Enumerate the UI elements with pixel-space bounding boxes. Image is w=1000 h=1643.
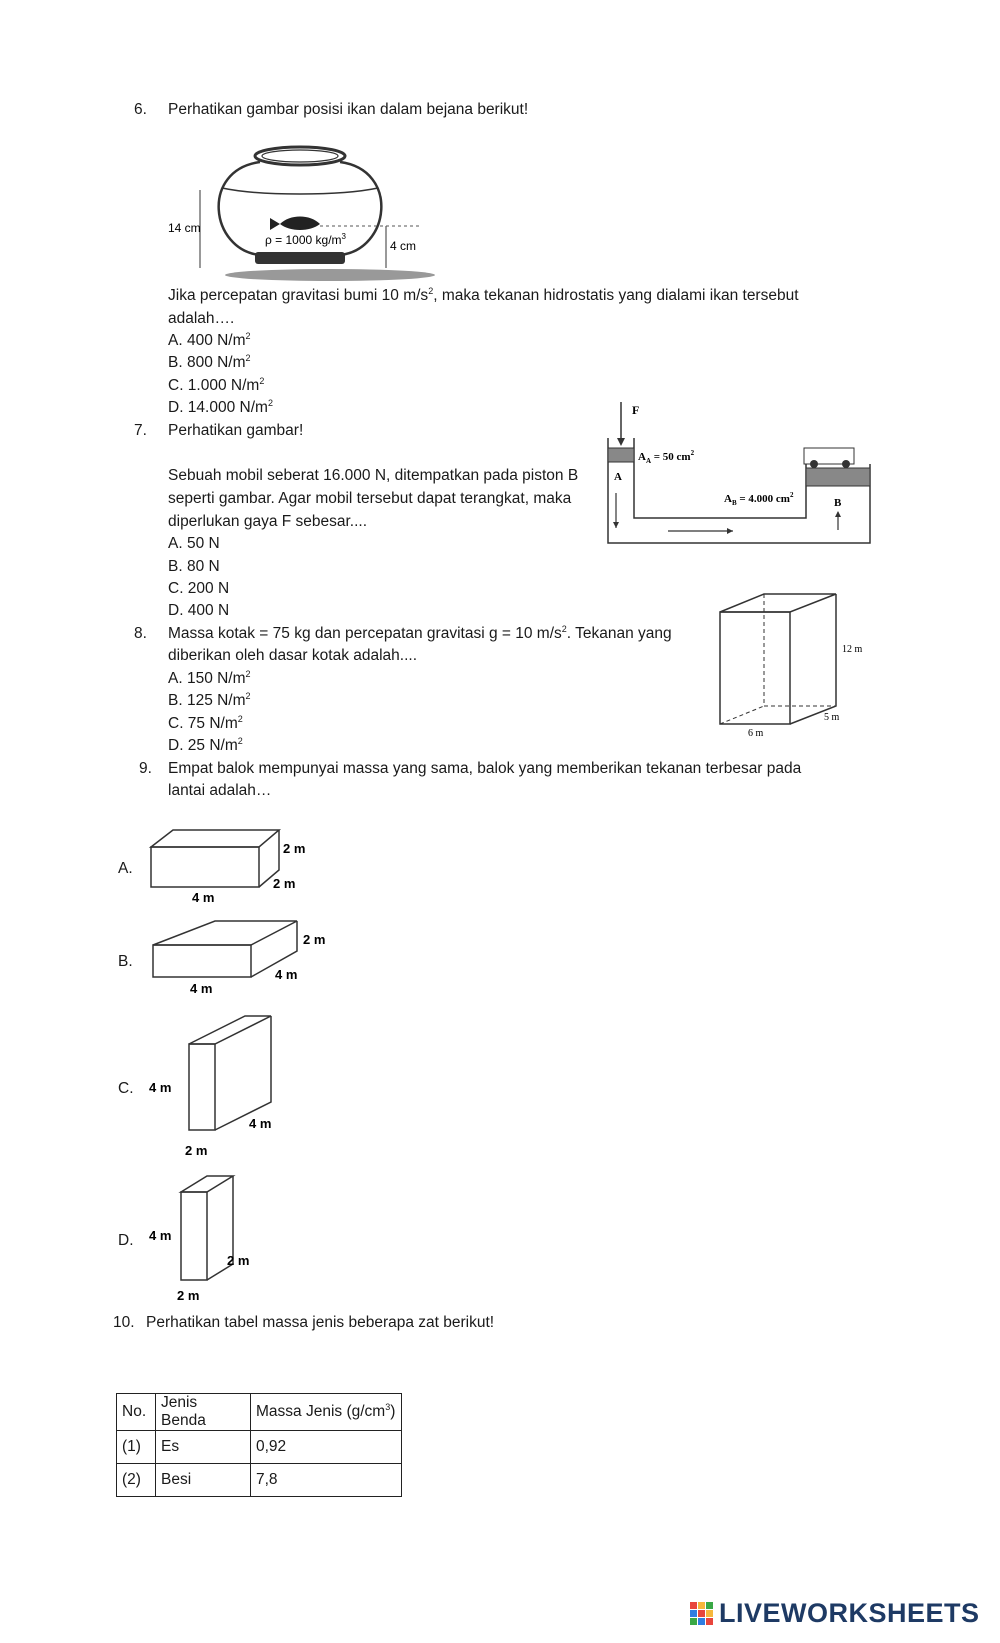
block-d-label: D. bbox=[118, 1232, 134, 1249]
header-massa-jenis: Massa Jenis $(g/cm^3)$ bbox=[251, 1394, 402, 1431]
block-a-depth: 2 m bbox=[273, 876, 296, 891]
q8-line-2: diberikan oleh dasar kotak adalah.... bbox=[168, 647, 418, 664]
box-height-label: 12 m bbox=[842, 644, 863, 655]
block-b-figure bbox=[145, 915, 335, 1000]
q7-option-a: A. 50 N bbox=[168, 535, 220, 552]
cell-massa: 7,8 bbox=[251, 1464, 402, 1497]
table-row bbox=[117, 1431, 402, 1464]
q8-line-1: Massa kotak = 75 kg dan percepatan gravitasi g = 10 $m/s^2$. Tekanan yang bbox=[168, 623, 672, 642]
cell-no: (1) bbox=[117, 1431, 156, 1464]
block-a-figure bbox=[145, 825, 325, 910]
q7-option-b: B. 80 N bbox=[168, 558, 220, 575]
force-label: F bbox=[632, 403, 640, 417]
q7-title: Perhatikan gambar! bbox=[168, 422, 304, 439]
q9-line-2: lantai adalah… bbox=[168, 782, 272, 799]
q9-number: 9. bbox=[139, 760, 152, 777]
q7-option-d: D. 400 N bbox=[168, 602, 230, 619]
block-c-width: 2 m bbox=[185, 1143, 208, 1158]
block-b-length: 4 m bbox=[190, 981, 213, 996]
piston-a-label: A bbox=[614, 471, 622, 483]
cell-jenis: Es bbox=[156, 1431, 251, 1464]
block-b-label: B. bbox=[118, 953, 133, 970]
box-depth-label: 5 m bbox=[824, 712, 840, 723]
block-a-label: A. bbox=[118, 860, 133, 877]
q6-title: Perhatikan gambar posisi ikan dalam bejana berikut! bbox=[168, 101, 529, 118]
q6-question: Jika percepatan gravitasi bumi 10 $m/s^2$, maka tekanan hidrostatis yang dialami ikan tersebut bbox=[168, 285, 799, 304]
block-b-height: 2 m bbox=[303, 932, 326, 947]
depth-label: 4 cm bbox=[390, 239, 417, 253]
block-d-depth: 2 m bbox=[227, 1253, 250, 1268]
block-c-depth: 4 m bbox=[249, 1116, 272, 1131]
q7-line-3: diperlukan gaya F sebesar.... bbox=[168, 513, 368, 530]
box-figure bbox=[712, 588, 882, 743]
block-a-length: 4 m bbox=[192, 890, 215, 905]
block-b-depth: 4 m bbox=[275, 967, 298, 982]
q10-title: Perhatikan tabel massa jenis beberapa zat berikut! bbox=[146, 1314, 495, 1331]
q9-line-1: Empat balok mempunyai massa yang sama, balok yang memberikan tekanan terbesar pada bbox=[168, 760, 802, 777]
q10-number: 10. bbox=[113, 1314, 135, 1331]
fishbowl-figure bbox=[160, 140, 440, 285]
area-b-label: $A_B = 4.000$ $cm^2$ bbox=[724, 491, 794, 507]
q8-option-b: B. 125 $N/m^2$ bbox=[168, 690, 251, 709]
cell-massa: 0,92 bbox=[251, 1431, 402, 1464]
header-jenis-benda: Jenis Benda bbox=[156, 1394, 251, 1431]
q8-option-a: A. 150 $N/m^2$ bbox=[168, 668, 251, 687]
cell-jenis: Besi bbox=[156, 1464, 251, 1497]
density-table bbox=[116, 1393, 402, 1497]
block-d-figure bbox=[145, 1170, 275, 1305]
block-d-width: 2 m bbox=[177, 1288, 200, 1303]
q6-option-c: C. 1.000 $N/m^2$ bbox=[168, 375, 265, 394]
q6-option-a: A. 400 $N/m^2$ bbox=[168, 330, 251, 349]
liveworksheets-logo[interactable] bbox=[690, 1598, 980, 1629]
q8-number: 8. bbox=[134, 625, 147, 642]
q6-option-d: D. 14.000 $N/m^2$ bbox=[168, 397, 273, 416]
q8-option-d: D. 25 $N/m^2$ bbox=[168, 735, 243, 754]
area-a-label: $A_A = 50$ $cm^2$ bbox=[638, 449, 695, 465]
block-c-figure bbox=[145, 1010, 295, 1160]
block-c-label: C. bbox=[118, 1080, 134, 1097]
brand-name: LIVEWORKSHEETS bbox=[719, 1598, 980, 1628]
block-a-height: 2 m bbox=[283, 841, 306, 856]
q7-line-2: seperti gambar. Agar mobil tersebut dapat terangkat, maka bbox=[168, 490, 572, 507]
q6-number: 6. bbox=[134, 101, 147, 118]
table-row bbox=[117, 1464, 402, 1497]
block-c-height: 4 m bbox=[149, 1080, 172, 1095]
hydraulic-lift-figure bbox=[598, 398, 878, 548]
density-label: ρ = 1000 $kg/m^3$ bbox=[265, 232, 346, 247]
box-width-label: 6 m bbox=[748, 728, 764, 739]
q6-option-b: B. 800 $N/m^2$ bbox=[168, 352, 251, 371]
q8-option-c: C. 75 $N/m^2$ bbox=[168, 713, 243, 732]
q7-number: 7. bbox=[134, 422, 147, 439]
q7-line-1: Sebuah mobil seberat 16.000 N, ditempatkan pada piston B bbox=[168, 467, 579, 484]
piston-b-label: B bbox=[834, 497, 842, 509]
block-d-height: 4 m bbox=[149, 1228, 172, 1243]
table-header-row bbox=[117, 1394, 402, 1431]
q6-question-cont: adalah…. bbox=[168, 310, 235, 327]
logo-grid-icon bbox=[690, 1602, 713, 1625]
height-label: 14 cm bbox=[168, 221, 201, 235]
cell-no: (2) bbox=[117, 1464, 156, 1497]
q7-option-c: C. 200 N bbox=[168, 580, 230, 597]
header-no: No. bbox=[117, 1394, 156, 1431]
